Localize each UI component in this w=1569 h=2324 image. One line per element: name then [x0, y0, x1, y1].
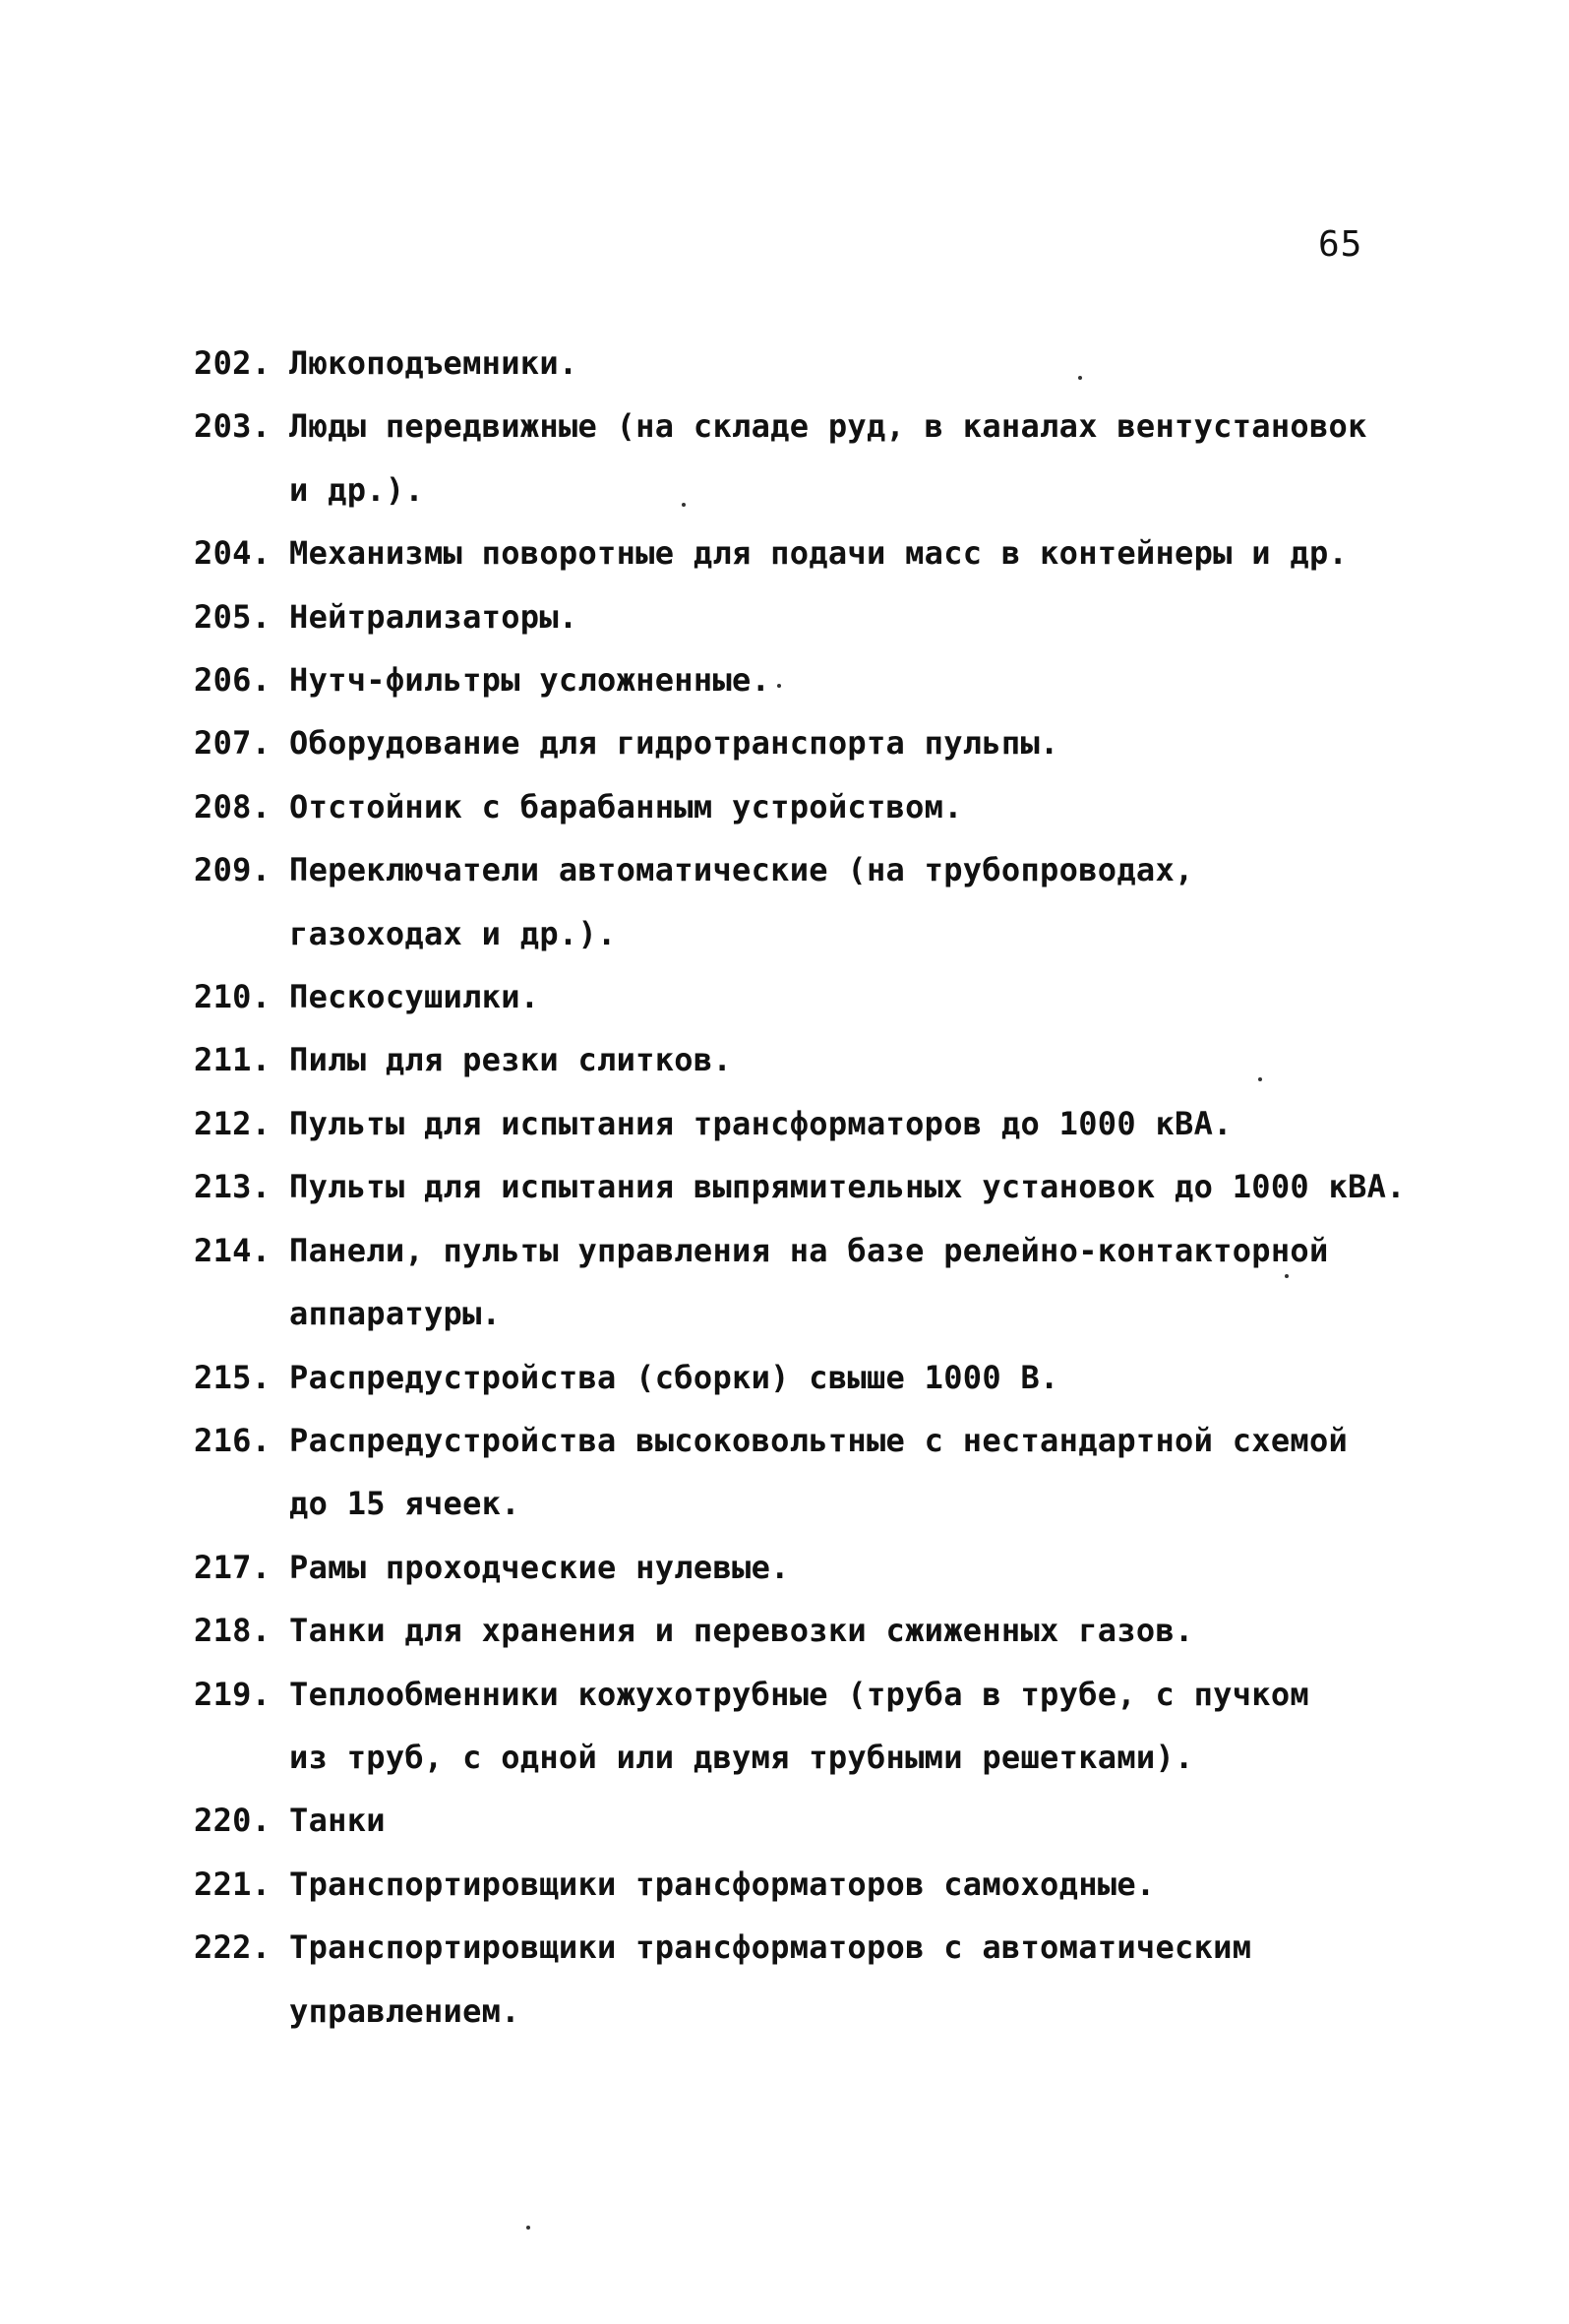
entry-line: Переключатели автоматические (на трубопроводах, — [289, 851, 1194, 889]
entry-line: газоходах и др.). — [289, 914, 617, 952]
list-item — [194, 1916, 1473, 2043]
list-item — [194, 1853, 1473, 1916]
entry-text — [289, 1663, 1473, 1790]
entry-number: 216. — [194, 1421, 272, 1459]
list-item — [194, 395, 1473, 521]
entry-text — [289, 1916, 1473, 2043]
entry-text — [289, 1853, 1473, 1916]
list-item — [194, 1599, 1473, 1662]
scan-speck — [1285, 1274, 1289, 1278]
list-item — [194, 1092, 1473, 1155]
entry-number: 214. — [194, 1231, 272, 1269]
scan-speck — [682, 503, 686, 507]
entry-line: Пилы для резки слитков. — [289, 1041, 733, 1079]
entry-line: Транспортировщики трансформаторов с автоматическим — [289, 1928, 1252, 1967]
list-item — [194, 1536, 1473, 1599]
list-item — [194, 521, 1473, 584]
entry-line: Транспортировщики трансформаторов самоходные. — [289, 1865, 1156, 1903]
entry-line: Рамы проходческие нулевые. — [289, 1548, 790, 1586]
entry-number: 206. — [194, 661, 272, 700]
list-item — [194, 711, 1473, 774]
entry-number: 221. — [194, 1865, 272, 1903]
entry-number: 209. — [194, 851, 272, 889]
scan-speck — [1258, 1077, 1262, 1081]
entry-text — [289, 1346, 1473, 1409]
entry-line: Отстойник с барабанным устройством. — [289, 787, 963, 826]
entry-number: 208. — [194, 787, 272, 826]
entry-line: аппаратуры. — [289, 1295, 502, 1333]
entry-line: Танки — [289, 1802, 386, 1840]
entry-text — [289, 395, 1473, 521]
entry-list — [194, 332, 1473, 2043]
entry-line: Панели, пульты управления на базе релейно-контакторной — [289, 1231, 1329, 1269]
list-item — [194, 1789, 1473, 1852]
entry-number: 212. — [194, 1104, 272, 1142]
entry-line: из труб, с одной или двумя трубными решетками). — [289, 1738, 1194, 1776]
entry-text — [289, 775, 1473, 838]
entry-line: Теплообменники кожухотрубные (труба в трубе, с пучком — [289, 1675, 1309, 1713]
entry-text — [289, 585, 1473, 648]
entry-number: 205. — [194, 597, 272, 636]
list-item — [194, 775, 1473, 838]
entry-line: Оборудование для гидротранспорта пульпы. — [289, 724, 1059, 763]
entry-text — [289, 1219, 1473, 1346]
entry-line: Пульты для испытания трансформаторов до 1000 кВА. — [289, 1104, 1233, 1142]
entry-line: до 15 ячеек. — [289, 1485, 520, 1523]
entry-text — [289, 332, 1473, 395]
entry-line: Пескосушилки. — [289, 978, 540, 1016]
entry-number: 217. — [194, 1548, 272, 1586]
entry-number: 211. — [194, 1041, 272, 1079]
entry-number: 203. — [194, 407, 272, 446]
entry-text — [289, 1536, 1473, 1599]
entry-line: Распредустройства (сборки) свыше 1000 В. — [289, 1358, 1059, 1396]
entry-number: 213. — [194, 1168, 272, 1206]
entry-text — [289, 1155, 1473, 1218]
entry-number: 219. — [194, 1675, 272, 1713]
entry-line: и др.). — [289, 470, 424, 509]
list-item — [194, 585, 1473, 648]
entry-text — [289, 1028, 1473, 1091]
entry-text — [289, 1599, 1473, 1662]
scan-speck — [526, 2226, 530, 2230]
entry-line: Распредустройства высоковольтные с нестандартной схемой — [289, 1421, 1349, 1459]
entry-number: 202. — [194, 344, 272, 382]
list-item — [194, 648, 1473, 711]
entry-text — [289, 648, 1473, 711]
list-item — [194, 1409, 1473, 1536]
list-item — [194, 965, 1473, 1028]
entry-number: 220. — [194, 1802, 272, 1840]
list-item — [194, 838, 1473, 965]
scan-speck — [777, 684, 781, 688]
entry-number: 218. — [194, 1612, 272, 1650]
list-item — [194, 1663, 1473, 1790]
entry-number: 210. — [194, 978, 272, 1016]
list-item — [194, 1219, 1473, 1346]
list-item — [194, 332, 1473, 395]
entry-text — [289, 1092, 1473, 1155]
list-item — [194, 1155, 1473, 1218]
entry-text — [289, 1409, 1473, 1536]
entry-line: Нутч-фильтры усложненные. — [289, 661, 771, 700]
entry-number: 215. — [194, 1358, 272, 1396]
entry-text — [289, 521, 1473, 584]
entry-text — [289, 1789, 1473, 1852]
entry-line: Пульты для испытания выпрямительных установок до 1000 кВА. — [289, 1168, 1406, 1206]
entry-text — [289, 838, 1473, 965]
entry-line: Нейтрализаторы. — [289, 597, 578, 636]
entry-line: Люкоподъемники. — [289, 344, 578, 382]
entry-number: 222. — [194, 1928, 272, 1967]
entry-number: 207. — [194, 724, 272, 763]
page-number: 65 — [1318, 224, 1363, 265]
entry-line: Механизмы поворотные для подачи масс в контейнеры и др. — [289, 534, 1349, 573]
list-item — [194, 1346, 1473, 1409]
list-item — [194, 1028, 1473, 1091]
entry-text — [289, 711, 1473, 774]
entry-text — [289, 965, 1473, 1028]
entry-line: Танки для хранения и перевозки сжиженных газов. — [289, 1612, 1194, 1650]
scan-speck — [1078, 376, 1082, 380]
entry-line: Люды передвижные (на складе руд, в каналах вентустановок — [289, 407, 1367, 446]
entry-number: 204. — [194, 534, 272, 573]
entry-line: управлением. — [289, 1991, 520, 2030]
